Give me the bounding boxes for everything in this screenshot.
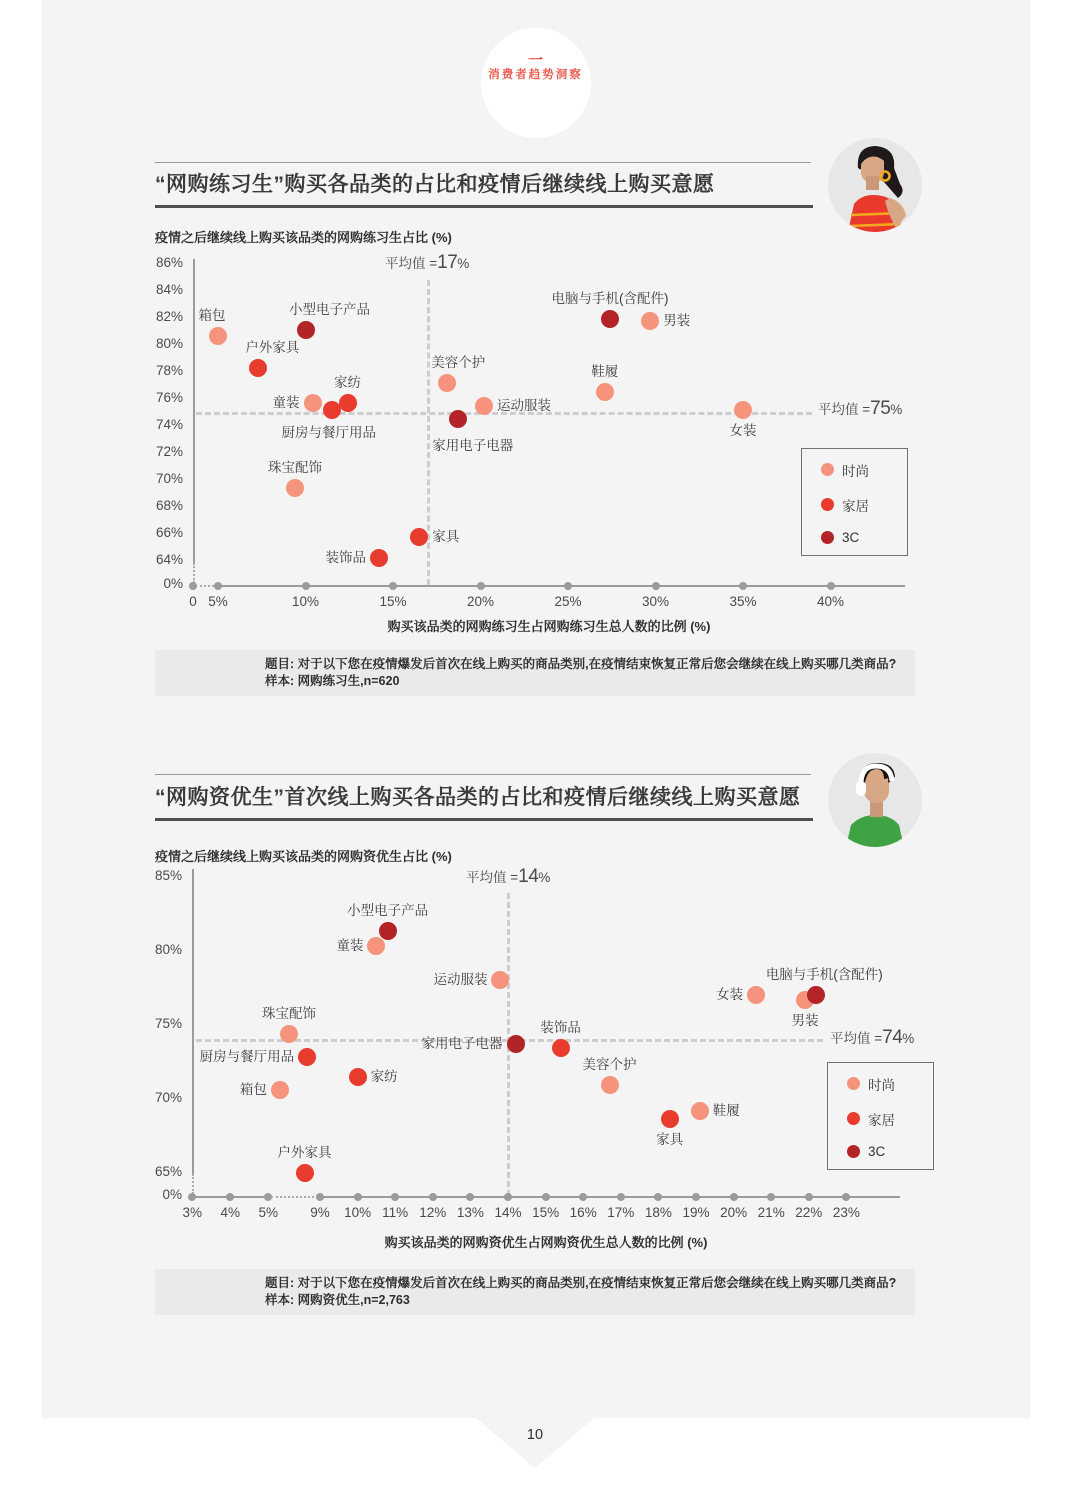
data-point-label: 鞋履 (712, 1102, 740, 1118)
mean-x-label (466, 866, 550, 888)
y-axis-line (193, 259, 195, 563)
data-point-label: 美容个护 (431, 354, 486, 370)
data-point-label: 装饰品 (325, 550, 366, 566)
chart2-x-axis-title: 购买该品类的网购资优生占网购资优生总人数的比例 (%) (384, 1235, 708, 1250)
mean-y-label-pre: 平均值 = (830, 1031, 883, 1046)
y-tick-label: 68% (155, 498, 183, 513)
mean-y-label-suf: % (890, 402, 903, 417)
data-point-label: 童装 (272, 395, 300, 411)
data-point-label: 箱包 (198, 307, 226, 323)
data-point-label: 家具 (656, 1132, 684, 1148)
mean-x-label-num: 14 (518, 866, 539, 887)
y-tick-label: 84% (155, 282, 183, 297)
axis-tick-dot (302, 582, 310, 590)
axis-tick-dot (617, 1193, 625, 1201)
data-point (339, 394, 357, 412)
data-point (449, 410, 467, 428)
legend-label: 3C (868, 1143, 886, 1159)
data-point-label: 男装 (663, 312, 691, 328)
data-point-label: 户外家具 (245, 339, 300, 355)
legend-item (821, 495, 907, 515)
axis-tick-dot (429, 1193, 437, 1201)
legend-dot-home (821, 498, 834, 511)
x-tick-label: 23% (832, 1205, 860, 1220)
data-point-label: 电脑与手机(含配件) (765, 967, 883, 983)
footnote-sample: 样本: 网购练习生,n=620 (265, 674, 400, 688)
data-point-label: 鞋履 (591, 364, 619, 380)
x-tick-label: 10% (344, 1205, 372, 1220)
y-tick-label: 82% (155, 309, 183, 324)
data-point-label: 小型电子产品 (289, 302, 370, 318)
mean-y-label-suf: % (902, 1031, 915, 1046)
axis-tick-dot (805, 1193, 813, 1201)
data-point (209, 327, 227, 345)
x-axis-line (218, 585, 905, 587)
woman-avatar-icon (828, 138, 922, 232)
mean-x-label-suf: % (457, 256, 470, 271)
data-point (296, 1164, 314, 1182)
page-number-tab (476, 1418, 594, 1468)
x-tick-label: 16% (569, 1205, 597, 1220)
mean-y-label-pre: 平均值 = (818, 402, 871, 417)
y-tick-label: 70% (154, 1089, 182, 1105)
mean-y-label (830, 1027, 914, 1049)
axis-tick-dot (652, 582, 660, 590)
footnote-question: 题目: 对于以下您在疫情爆发后首次在线上购买的商品类别,在疫情结束恢复正常后您会继续在线上购买哪几类商品? (265, 1276, 897, 1290)
legend-label: 家居 (868, 1112, 895, 1128)
data-point-label: 家用电子电器 (421, 1035, 503, 1051)
axis-tick-dot (692, 1193, 700, 1201)
y-tick-label: 78% (155, 363, 183, 378)
mean-x-label-pre: 平均值 = (385, 256, 438, 271)
axis-tick-dot (542, 1193, 550, 1201)
axis-tick-dot (316, 1193, 324, 1201)
data-point-label: 珠宝配饰 (268, 460, 322, 476)
x-tick-label: 10% (291, 594, 320, 609)
chart1-y-axis-title: 疫情之后继续线上购买该品类的网购练习生占比 (%) (155, 230, 452, 245)
data-point (661, 1110, 679, 1128)
legend-label: 时尚 (868, 1077, 895, 1093)
chart1-title: “网购练习生”购买各品类的占比和疫情后继续线上购买意愿 (155, 173, 715, 196)
legend-item (821, 530, 907, 545)
axis-tick-dot (214, 582, 222, 590)
y-tick-label: 64% (155, 552, 183, 567)
x-tick-label: 30% (641, 594, 670, 609)
y-tick-label: 66% (155, 525, 183, 540)
y-axis-break (192, 1174, 194, 1194)
title-rule-bottom (155, 818, 813, 821)
header-circle (481, 28, 591, 138)
x-tick-label: 4% (220, 1205, 241, 1220)
x-tick-label: 18% (644, 1205, 672, 1220)
data-point-label: 户外家具 (277, 1144, 332, 1160)
x-tick-label: 20% (720, 1205, 748, 1220)
y-tick-label: 76% (155, 390, 183, 405)
x-tick-label: 14% (494, 1205, 522, 1220)
legend-dot-fashion (821, 463, 834, 476)
data-point (641, 312, 659, 330)
footnote-question: 题目: 对于以下您在疫情爆发后首次在线上购买的商品类别,在疫情结束恢复正常后您会继续在线上购买哪几类商品? (265, 657, 897, 671)
y-tick-label: 0% (163, 576, 183, 591)
legend-label: 3C (842, 529, 860, 545)
legend (801, 448, 908, 556)
data-point-label: 运动服装 (497, 397, 551, 413)
title-rule-top (155, 162, 811, 163)
axis-tick-dot (354, 1193, 362, 1201)
x-tick-label: 25% (554, 594, 582, 609)
data-point (280, 1025, 298, 1043)
axis-tick-dot (730, 1193, 738, 1201)
axis-tick-dot (564, 582, 572, 590)
data-point (507, 1035, 525, 1053)
x-tick-label: 12% (419, 1205, 447, 1220)
x-tick-label: 35% (729, 594, 757, 609)
legend-dot-3c (847, 1145, 860, 1158)
chart2-title: “网购资优生”首次线上购买各品类的占比和疫情后继续线上购买意愿 (155, 786, 801, 809)
legend-dot-3c (821, 531, 834, 544)
data-point (410, 528, 428, 546)
legend-label: 家居 (842, 498, 869, 514)
data-point (438, 374, 456, 392)
title-rule-top (155, 774, 811, 775)
chart2-footnote (155, 1269, 915, 1315)
x-tick-label: 17% (607, 1205, 635, 1220)
x-tick-label: 0 (189, 594, 197, 609)
data-point (349, 1068, 367, 1086)
y-tick-label: 86% (155, 255, 183, 270)
data-point (691, 1102, 709, 1120)
mean-y-label (818, 398, 902, 420)
x-tick-label: 9% (310, 1205, 330, 1220)
headphones-avatar-icon (828, 753, 922, 847)
mean-y-label-num: 74 (882, 1027, 903, 1048)
x-tick-label: 11% (382, 1205, 409, 1220)
data-point-label: 美容个护 (582, 1057, 637, 1073)
x-tick-label: 21% (757, 1205, 785, 1220)
axis-tick-dot (477, 582, 485, 590)
data-point-label: 女装 (716, 987, 744, 1003)
y-axis-break (193, 563, 195, 583)
chart2-y-axis-title: 疫情之后继续线上购买该品类的网购资优生占比 (%) (155, 849, 452, 864)
x-tick-label: 3% (182, 1205, 203, 1220)
legend-dot-fashion (847, 1077, 860, 1090)
legend-item (847, 1109, 933, 1129)
data-point-label: 童装 (336, 938, 364, 954)
chart1-x-axis-title: 购买该品类的网购练习生占网购练习生总人数的比例 (%) (387, 619, 711, 634)
axis-tick-dot (504, 1193, 512, 1201)
x-tick-label: 5% (258, 1205, 279, 1220)
data-point-label: 男装 (791, 1012, 819, 1028)
x-tick-label: 5% (208, 594, 228, 609)
data-point-label: 珠宝配饰 (261, 1005, 316, 1021)
data-point-label: 厨房与餐厅用品 (281, 424, 376, 440)
data-point (475, 397, 493, 415)
data-point (596, 383, 614, 401)
legend-item (847, 1074, 933, 1094)
axis-tick-dot (189, 582, 197, 590)
x-tick-label: 22% (795, 1205, 823, 1220)
page-number: 10 (526, 1427, 544, 1443)
legend-item (821, 460, 907, 480)
chart1-footnote (155, 650, 915, 696)
data-point-label: 厨房与餐厅用品 (199, 1049, 295, 1065)
mean-x-label-suf: % (538, 870, 551, 885)
data-point (601, 1076, 619, 1094)
x-tick-label: 15% (532, 1205, 560, 1220)
data-point (734, 401, 752, 419)
legend (827, 1062, 934, 1170)
y-tick-label: 80% (154, 941, 182, 957)
data-point (297, 321, 315, 339)
axis-tick-dot (827, 582, 835, 590)
y-tick-label: 80% (155, 336, 183, 351)
y-tick-label: 70% (155, 471, 183, 486)
title-rule-bottom (155, 205, 813, 208)
data-point-label: 家用电子电器 (432, 438, 514, 454)
x-tick-label: 20% (466, 594, 495, 609)
footnote-sample: 样本: 网购资优生,n=2,763 (265, 1293, 410, 1307)
legend-item (847, 1144, 933, 1159)
y-tick-label: 74% (155, 417, 183, 432)
data-point-label: 家具 (432, 528, 460, 544)
x-tick-label: 15% (379, 594, 407, 609)
x-tick-label: 40% (816, 594, 845, 609)
y-tick-label: 85% (154, 867, 182, 883)
mean-x-label (385, 252, 469, 274)
mean-y-label-num: 75 (870, 398, 891, 419)
data-point (286, 479, 304, 497)
x-tick-label: 19% (682, 1205, 710, 1220)
data-point (304, 394, 322, 412)
y-tick-label: 72% (155, 444, 183, 459)
data-point-label: 家纺 (334, 375, 361, 391)
y-tick-label: 0% (162, 1187, 182, 1202)
data-point (552, 1039, 570, 1057)
legend-dot-home (847, 1112, 860, 1125)
legend-label: 时尚 (842, 463, 869, 479)
axis-tick-dot (739, 582, 747, 590)
mean-x-label-pre: 平均值 = (466, 870, 519, 885)
data-point-label: 小型电子产品 (347, 903, 429, 919)
header-title: 消费者趋势洞察 (488, 69, 583, 81)
data-point-label: 女装 (729, 422, 757, 438)
header-section-mark: 一 (527, 52, 543, 69)
data-point-label: 电脑与手机(含配件) (551, 291, 669, 307)
x-axis-break (271, 1196, 318, 1198)
data-point-label: 运动服装 (433, 972, 488, 988)
data-point-label: 装饰品 (540, 1020, 581, 1036)
x-tick-label: 13% (456, 1205, 484, 1220)
axis-tick-dot (389, 582, 397, 590)
data-point (271, 1081, 289, 1099)
y-tick-label: 65% (154, 1163, 182, 1179)
y-axis-line (192, 869, 194, 1174)
y-tick-label: 75% (154, 1015, 182, 1031)
mean-x-label-num: 17 (437, 252, 458, 273)
data-point-label: 家纺 (370, 1068, 398, 1084)
data-point-label: 箱包 (239, 1081, 267, 1097)
